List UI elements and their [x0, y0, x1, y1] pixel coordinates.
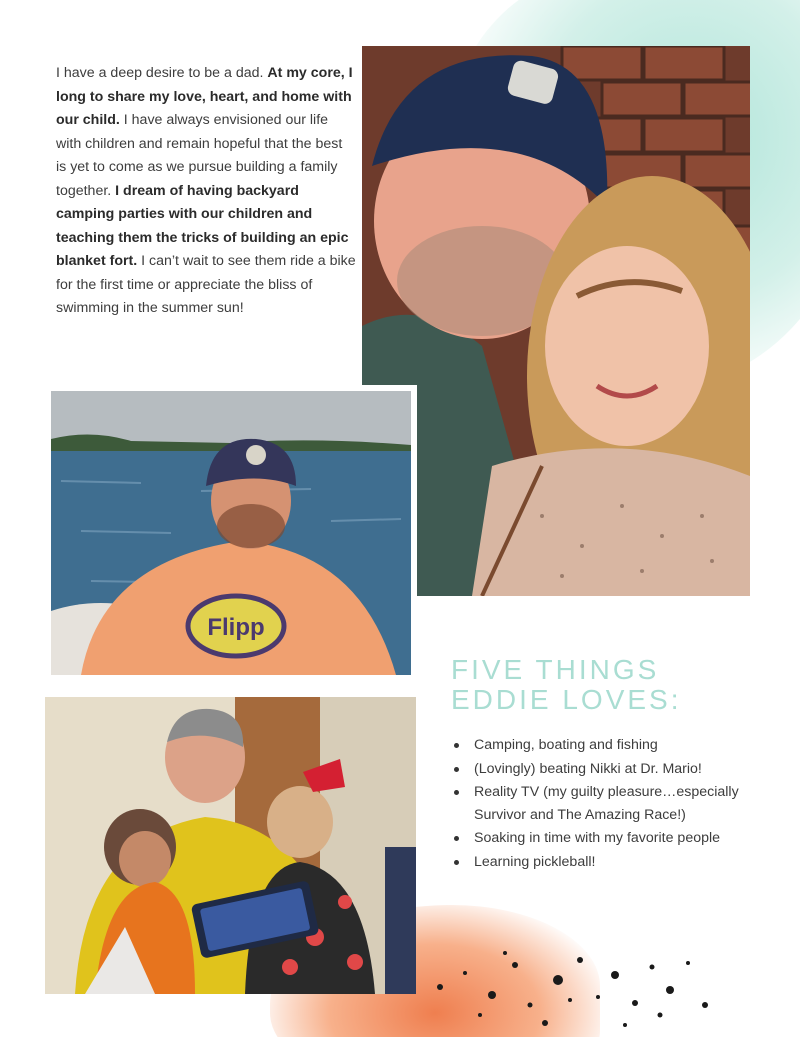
five-things-heading	[451, 655, 771, 715]
list-item: Camping, boating and fishing	[452, 734, 782, 757]
heading-line-2: EDDIE LOVES:	[451, 684, 682, 715]
intro-sentence-5: I can’t wait to see them ride a bike for the first time or appreciate the bliss of swimming in the summer sun!	[56, 253, 356, 316]
family-photo	[45, 697, 416, 994]
intro-sentence-2-bold: At my core, I long to share my love, heart, and home with our child.	[56, 65, 353, 128]
intro-paragraph	[56, 62, 356, 321]
ink-splatter-decoration	[420, 945, 740, 1035]
heading-line-1: FIVE THINGS	[451, 654, 660, 685]
intro-sentence-3: I have always envisioned our life with children and remain hopeful that the best is yet to come as we pursue building a family together.	[56, 112, 343, 199]
list-item: Learning pickleball!	[452, 851, 782, 874]
boat-shirt-text: Flipp	[207, 614, 265, 641]
list-item: Reality TV (my guilty pleasure…especially Survivor and The Amazing Race!)	[452, 781, 782, 826]
boat-photo	[51, 391, 411, 675]
list-item: (Lovingly) beating Nikki at Dr. Mario!	[452, 758, 782, 781]
five-things-list	[452, 734, 782, 874]
intro-sentence-1: I have a deep desire to be a dad.	[56, 65, 268, 81]
intro-sentence-4-bold: I dream of having backyard camping parties with our children and teaching them the tricks of building an epic blanket fort.	[56, 182, 349, 269]
couple-selfie-photo	[362, 46, 750, 596]
list-item: Soaking in time with my favorite people	[452, 827, 782, 850]
